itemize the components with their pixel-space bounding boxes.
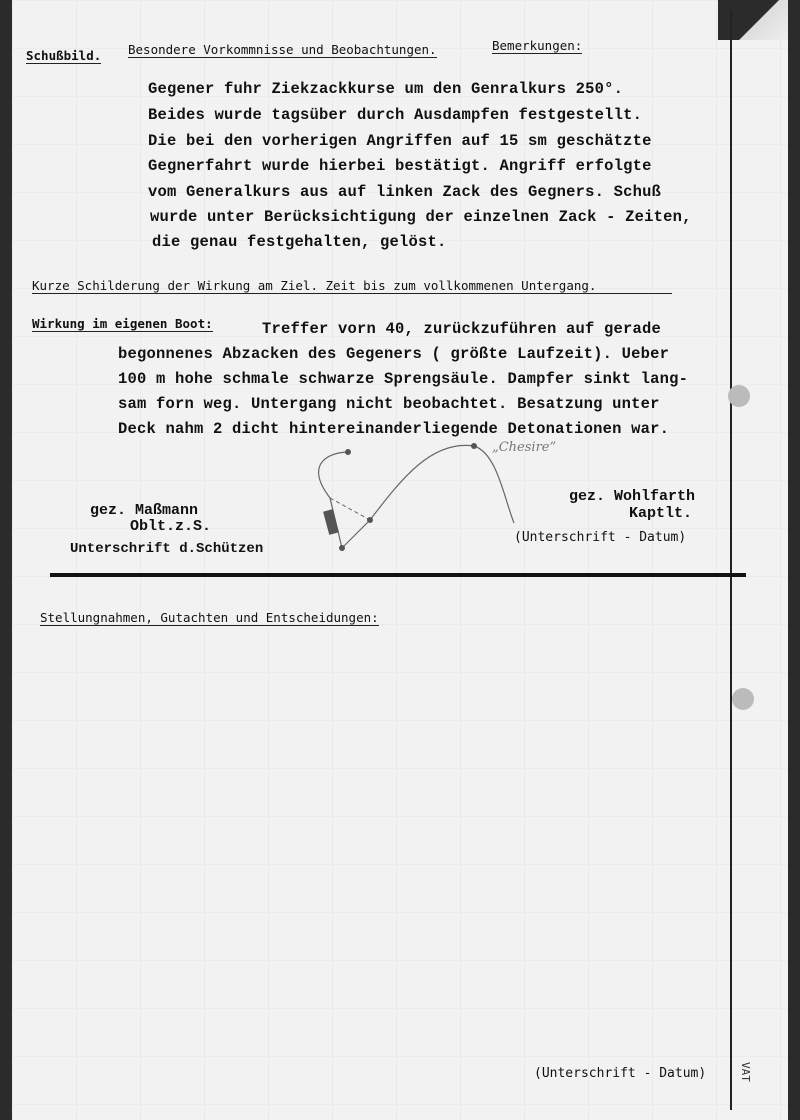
own-boat-line: sam forn weg. Untergang nicht beobachtet. Besatzung unter bbox=[118, 395, 660, 413]
vorkommnisse-label: Besondere Vorkommnisse und Beobachtungen. bbox=[128, 42, 437, 57]
commander-name: gez. Wohlfarth bbox=[569, 488, 696, 505]
sketch-course-line bbox=[319, 445, 514, 548]
punch-hole-upper bbox=[728, 385, 750, 407]
remarks-line: Gegnerfahrt wurde hierbei bestätigt. Angriff erfolgte bbox=[148, 157, 652, 175]
effect-header: Kurze Schilderung der Wirkung am Ziel. Zeit bis zum vollkommenen Untergang. bbox=[32, 278, 672, 294]
submarine-mark bbox=[323, 509, 339, 535]
remarks-line: vom Generalkurs aus auf linken Zack des Gegners. Schuß bbox=[148, 183, 662, 201]
remarks-line: Gegener fuhr Ziekzackkurse um den Genralkurs 250°. bbox=[148, 80, 624, 98]
right-margin-rule bbox=[730, 10, 732, 1110]
own-boat-label: Wirkung im eigenen Boot: bbox=[32, 316, 213, 331]
bemerkungen-label: Bemerkungen: bbox=[492, 38, 583, 53]
margin-code: VAT bbox=[739, 1062, 752, 1082]
own-boat-first-line: Treffer vorn 40, zurückzuführen auf gerade bbox=[262, 320, 662, 338]
schussbild-label: Schußbild. bbox=[26, 48, 102, 63]
punch-hole-lower bbox=[732, 688, 754, 710]
own-boat-line: Deck nahm 2 dicht hintereinanderliegende Detonationen war. bbox=[118, 420, 670, 438]
sketch-point bbox=[367, 517, 373, 523]
remarks-line: die genau festgehalten, gelöst. bbox=[152, 233, 447, 251]
attack-sketch bbox=[282, 438, 542, 563]
sketch-point bbox=[471, 443, 477, 449]
statements-signature-caption: (Unterschrift - Datum) bbox=[534, 1066, 707, 1081]
statements-header: Stellungnahmen, Gutachten und Entscheidungen: bbox=[40, 610, 379, 625]
shooter-rank: Oblt.z.S. bbox=[130, 518, 212, 535]
remarks-line: wurde unter Berücksichtigung der einzelnen Zack - Zeiten, bbox=[150, 208, 692, 226]
sketch-point bbox=[345, 449, 351, 455]
own-boat-line: 100 m hohe schmale schwarze Sprengsäule. Dampfer sinkt lang- bbox=[118, 370, 689, 388]
remarks-line: Die bei den vorherigen Angriffen auf 15 sm geschätzte bbox=[148, 132, 652, 150]
shooter-name: gez. Maßmann bbox=[90, 502, 199, 519]
shooter-caption: Unterschrift d.Schützen bbox=[70, 541, 264, 557]
ship-name-label: „Chesire” bbox=[492, 440, 557, 455]
remarks-line: Beides wurde tagsüber durch Ausdampfen festgestellt. bbox=[148, 106, 643, 124]
folded-corner bbox=[718, 0, 788, 40]
commander-rank: Kaptlt. bbox=[629, 505, 693, 522]
section-divider bbox=[50, 573, 746, 577]
sketch-dashed-line bbox=[330, 498, 370, 520]
sketch-point bbox=[339, 545, 345, 551]
document-page bbox=[12, 0, 788, 1120]
commander-caption: (Unterschrift - Datum) bbox=[514, 530, 687, 545]
own-boat-line: begonnenes Abzacken des Gegeners ( größte Laufzeit). Ueber bbox=[118, 345, 670, 363]
